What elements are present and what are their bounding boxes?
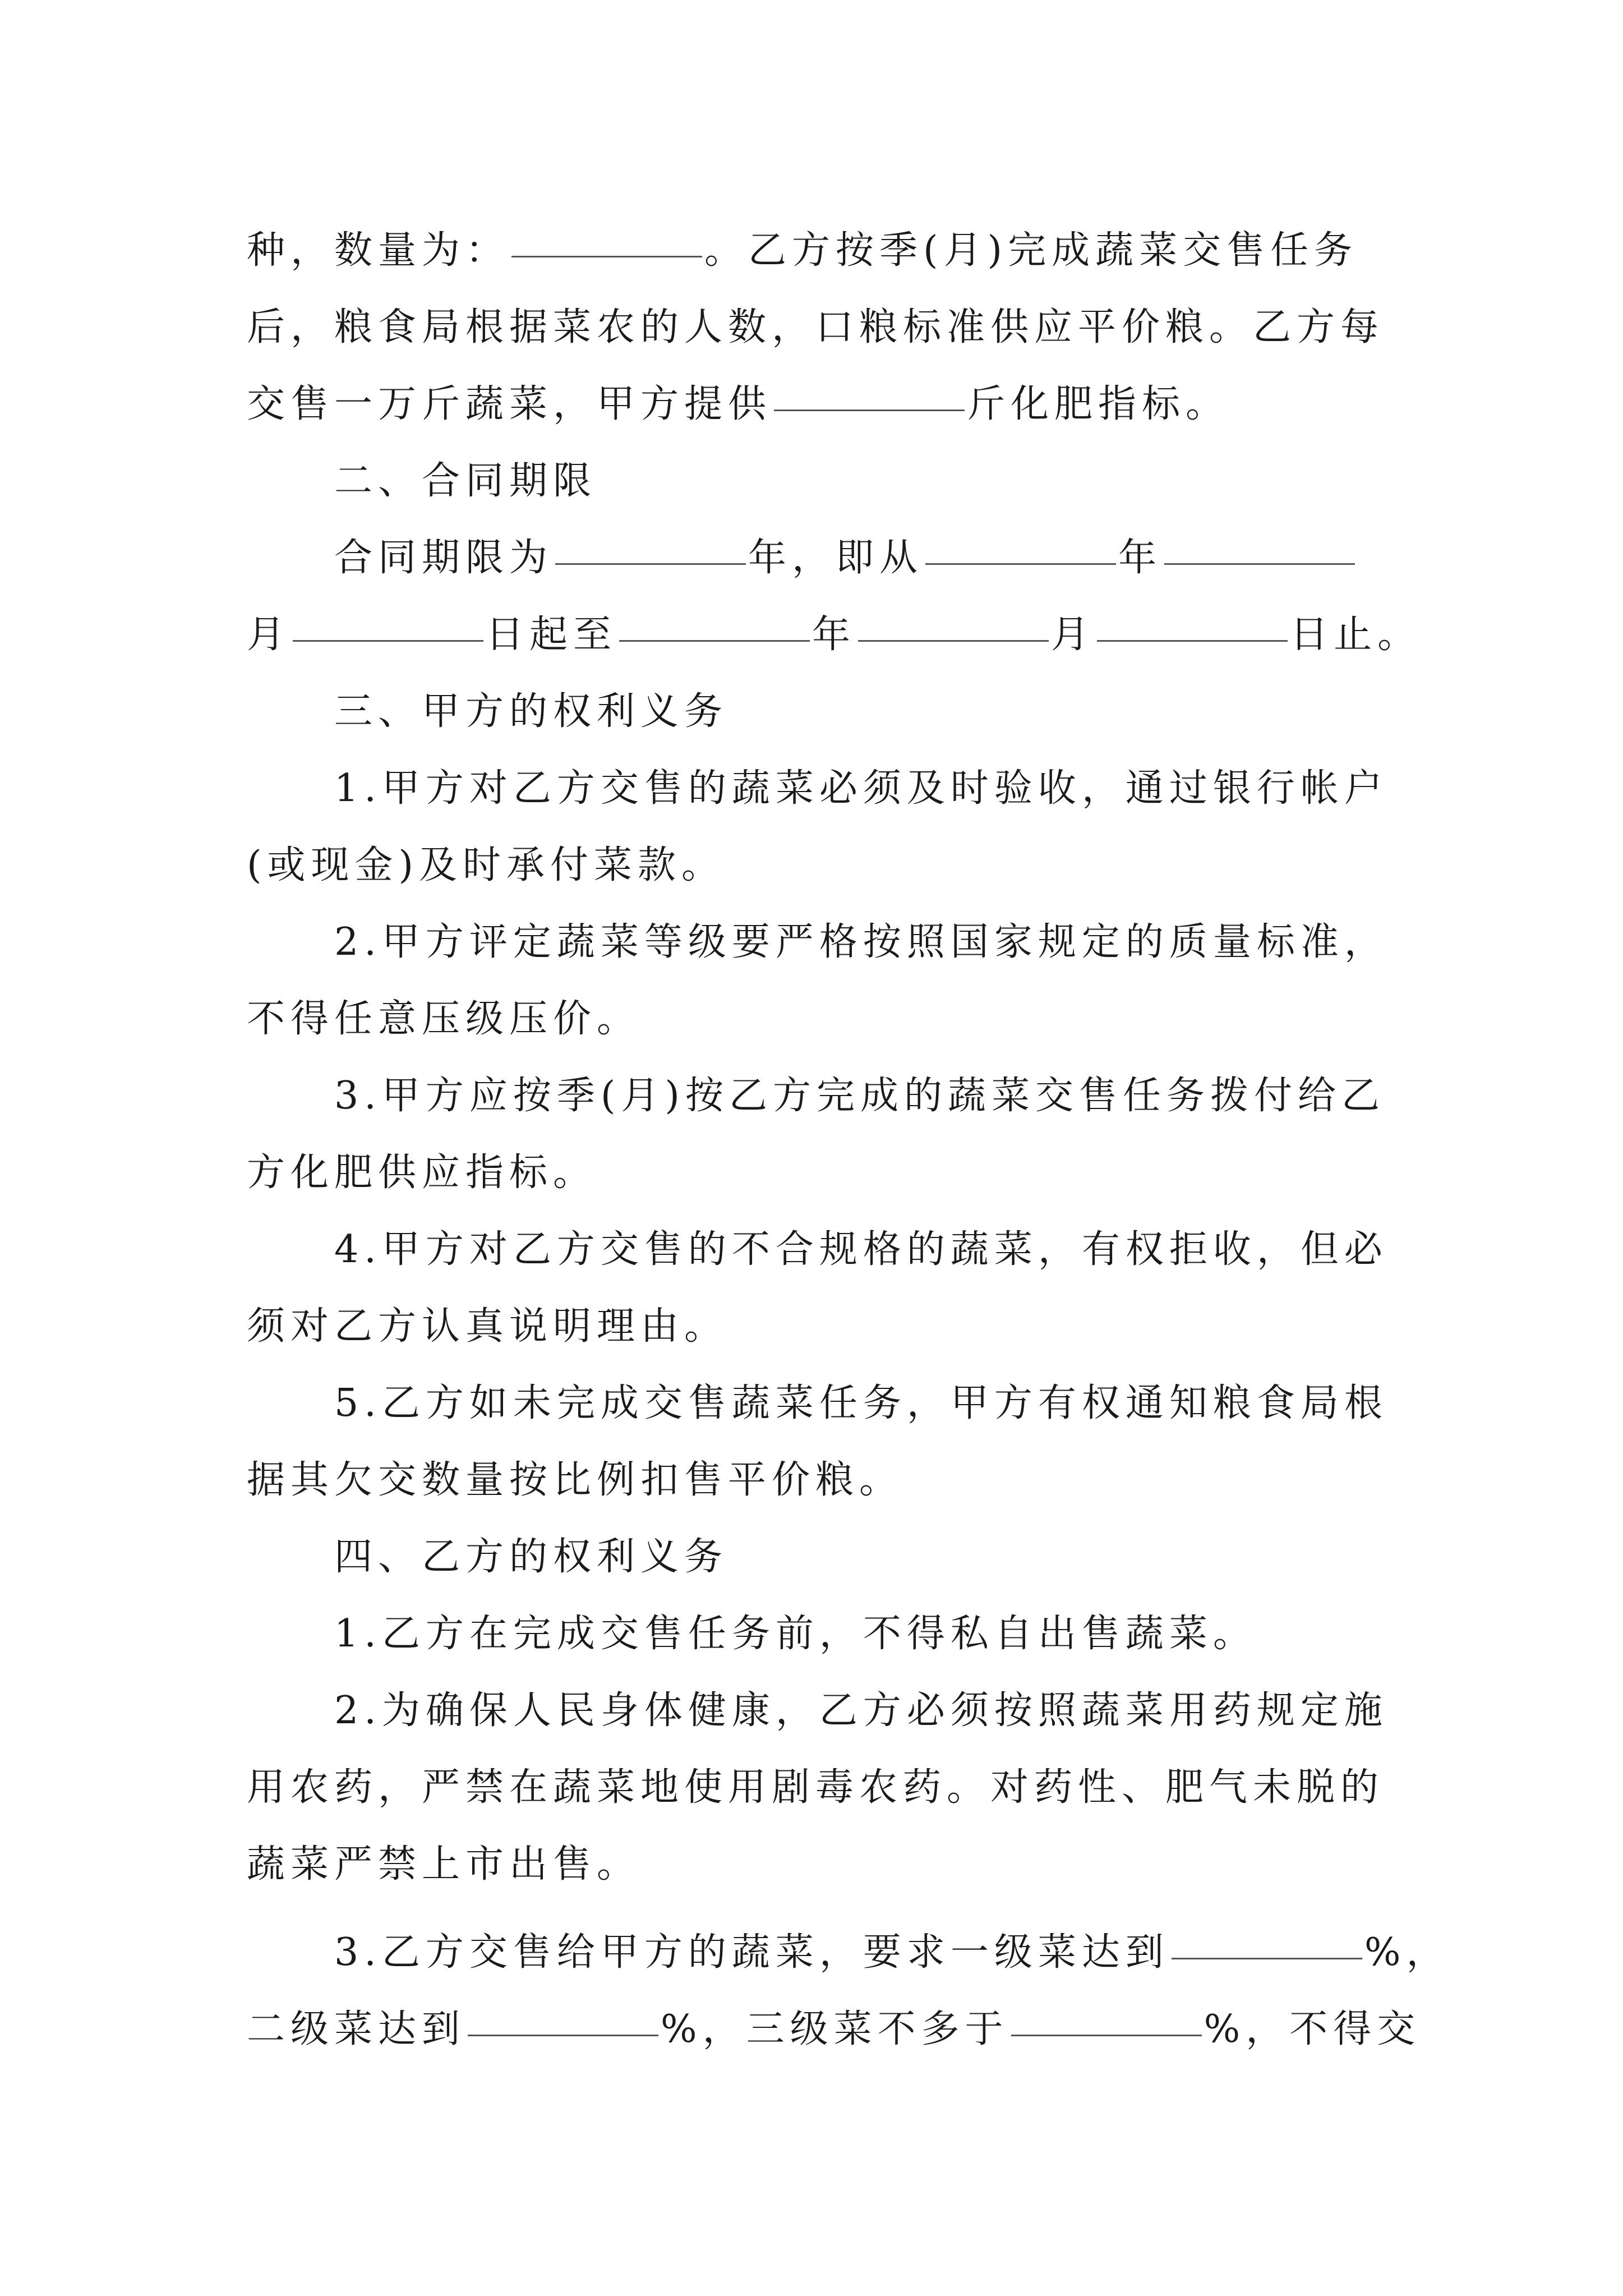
text-segment: 日止。	[1290, 613, 1422, 657]
text-segment: 蔬菜严禁上市出售。	[247, 1842, 641, 1887]
text-line	[247, 1519, 1424, 1595]
fill-in-blank	[1097, 639, 1288, 642]
document-body	[247, 212, 1450, 2068]
text-segment: %，不得交	[1204, 2007, 1421, 2051]
text-line	[247, 366, 1424, 443]
text-segment: 3.乙方交售给甲方的蔬菜，要求一级菜达到	[334, 1930, 1169, 1975]
text-segment: 3.甲方应按季(月)按乙方完成的蔬菜交售任务拨付给乙	[334, 1074, 1385, 1118]
text-segment: 后，粮食局根据菜农的人数，口粮标准供应平价粮。乙方每	[247, 305, 1385, 349]
text-segment: 据其欠交数量按比例扣售平价粮。	[247, 1458, 903, 1502]
text-line	[247, 1672, 1424, 1749]
text-segment: 交售一万斤蔬菜，甲方提供	[247, 382, 772, 426]
text-line	[247, 673, 1424, 750]
text-line	[247, 1211, 1424, 1288]
fill-in-blank	[858, 639, 1049, 642]
text-segment: 1.甲方对乙方交售的蔬菜必须及时验收，通过银行帐户	[334, 766, 1388, 811]
text-segment: 年，即从	[748, 536, 924, 580]
fill-in-blank	[468, 2034, 658, 2036]
text-segment: 5.乙方如未完成交售蔬菜任务，甲方有权通知粮食局根	[334, 1381, 1388, 1425]
fill-in-blank	[293, 639, 483, 642]
text-line	[247, 1442, 1424, 1519]
text-segment: 四、乙方的权利义务	[334, 1535, 728, 1579]
text-line	[247, 1288, 1424, 1365]
text-line	[247, 1057, 1424, 1134]
text-segment: 1.乙方在完成交售任务前，不得私自出售蔬菜。	[334, 1612, 1257, 1656]
text-line	[247, 1826, 1424, 1903]
text-line	[247, 1365, 1424, 1442]
text-line	[247, 1991, 1424, 2068]
text-segment: 2.甲方评定蔬菜等级要严格按照国家规定的质量标准，	[334, 920, 1388, 964]
text-line	[247, 750, 1424, 827]
text-line	[247, 904, 1424, 981]
fill-in-blank	[1172, 1957, 1362, 1959]
text-segment: 日起至	[486, 613, 617, 657]
text-segment: 二级菜达到	[247, 2007, 466, 2051]
fill-in-blank	[774, 409, 965, 411]
text-line	[247, 827, 1424, 904]
text-segment: 三、甲方的权利义务	[334, 689, 728, 734]
text-segment: 须对乙方认真说明理由。	[247, 1304, 728, 1349]
text-segment: 斤化肥指标。	[967, 382, 1230, 426]
text-segment: %，三级菜不多于	[661, 2007, 1009, 2051]
fill-in-blank	[1164, 563, 1355, 565]
fill-in-blank	[1011, 2034, 1202, 2036]
text-line	[247, 289, 1424, 366]
fill-in-blank	[511, 255, 702, 257]
text-line	[247, 1134, 1424, 1211]
text-segment: 种，数量为：	[247, 228, 510, 273]
text-segment: 方化肥供应指标。	[247, 1151, 597, 1195]
text-segment: 二、合同期限	[334, 459, 597, 503]
text-segment: 年	[812, 613, 856, 657]
text-segment: 不得任意压级压价。	[247, 997, 641, 1041]
text-segment: 2.为确保人民身体健康，乙方必须按照蔬菜用药规定施	[334, 1688, 1388, 1733]
text-line	[247, 443, 1424, 519]
text-line	[247, 1595, 1424, 1672]
fill-in-blank	[925, 563, 1116, 565]
text-segment: 4.甲方对乙方交售的不合规格的蔬菜，有权拒收，但必	[334, 1227, 1388, 1272]
text-line	[247, 212, 1424, 289]
text-line	[247, 1749, 1424, 1826]
text-segment: 月	[247, 613, 291, 657]
text-line	[247, 519, 1424, 596]
paragraph-gap	[247, 1903, 1424, 1914]
fill-in-blank	[555, 563, 746, 565]
fill-in-blank	[619, 639, 810, 642]
text-segment: 月	[1051, 613, 1095, 657]
text-line	[247, 596, 1424, 673]
text-line	[247, 1914, 1450, 1991]
text-segment: 合同期限为	[334, 536, 554, 580]
text-line	[247, 981, 1424, 1057]
text-segment: (或现金)及时承付菜款。	[247, 843, 726, 887]
text-segment: %，	[1364, 1930, 1450, 1975]
text-segment: 。乙方按季(月)完成蔬菜交售任务	[704, 228, 1358, 273]
text-segment: 年	[1118, 536, 1163, 580]
text-segment: 用农药，严禁在蔬菜地使用剧毒农药。对药性、肥气未脱的	[247, 1765, 1385, 1810]
